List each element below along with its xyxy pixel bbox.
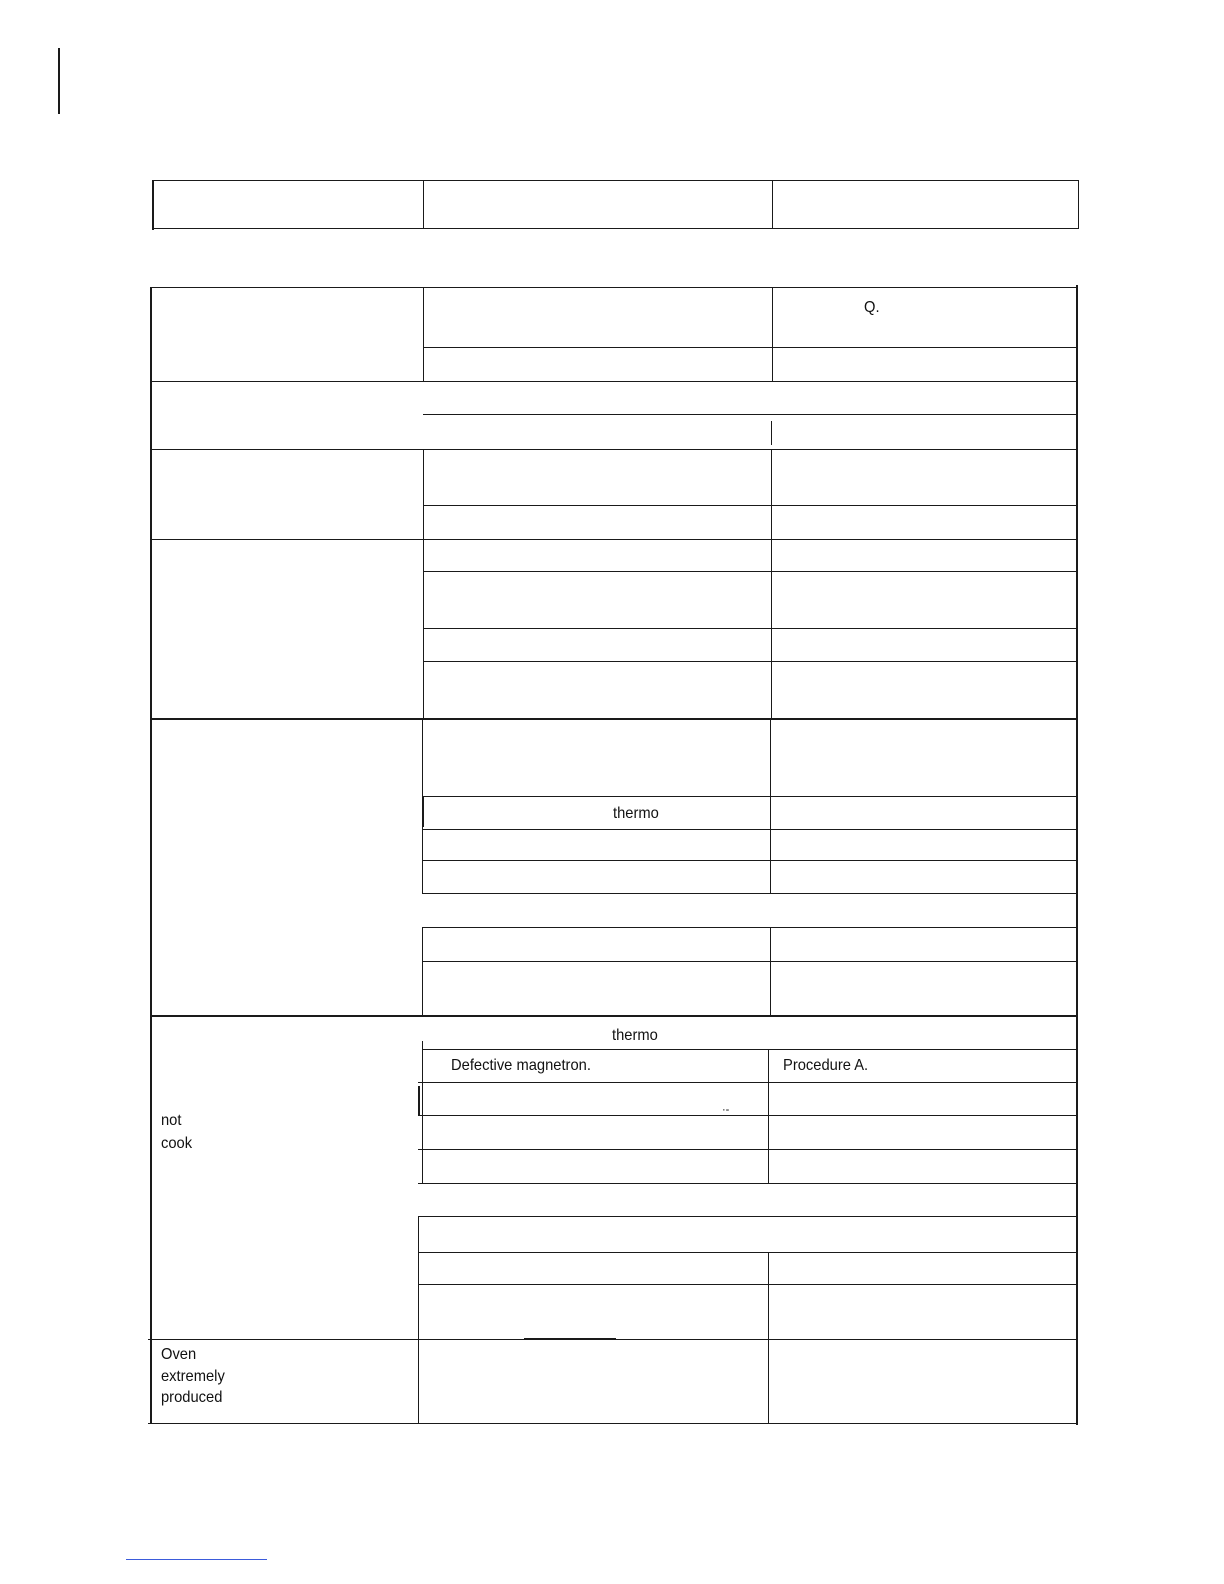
symptom-fragment-cook: cook: [161, 1135, 193, 1152]
symptom-fragment-produced: produced: [161, 1389, 223, 1406]
symptom-fragment-extremely: extremely: [161, 1368, 225, 1385]
footer-rule: [126, 1559, 267, 1560]
symptom-fragment-oven: Oven: [161, 1346, 197, 1363]
cause-defective-magnetron: Defective magnetron.: [451, 1057, 591, 1074]
thermo-label-1: thermo: [613, 805, 659, 822]
margin-rule: [58, 48, 60, 114]
q-mark: Q.: [864, 299, 880, 316]
speck-mark: ·-: [722, 1102, 730, 1116]
remedy-procedure-a: Procedure A.: [783, 1057, 869, 1074]
symptom-fragment-not: not: [161, 1112, 182, 1129]
thermo-label-2: thermo: [612, 1027, 658, 1044]
